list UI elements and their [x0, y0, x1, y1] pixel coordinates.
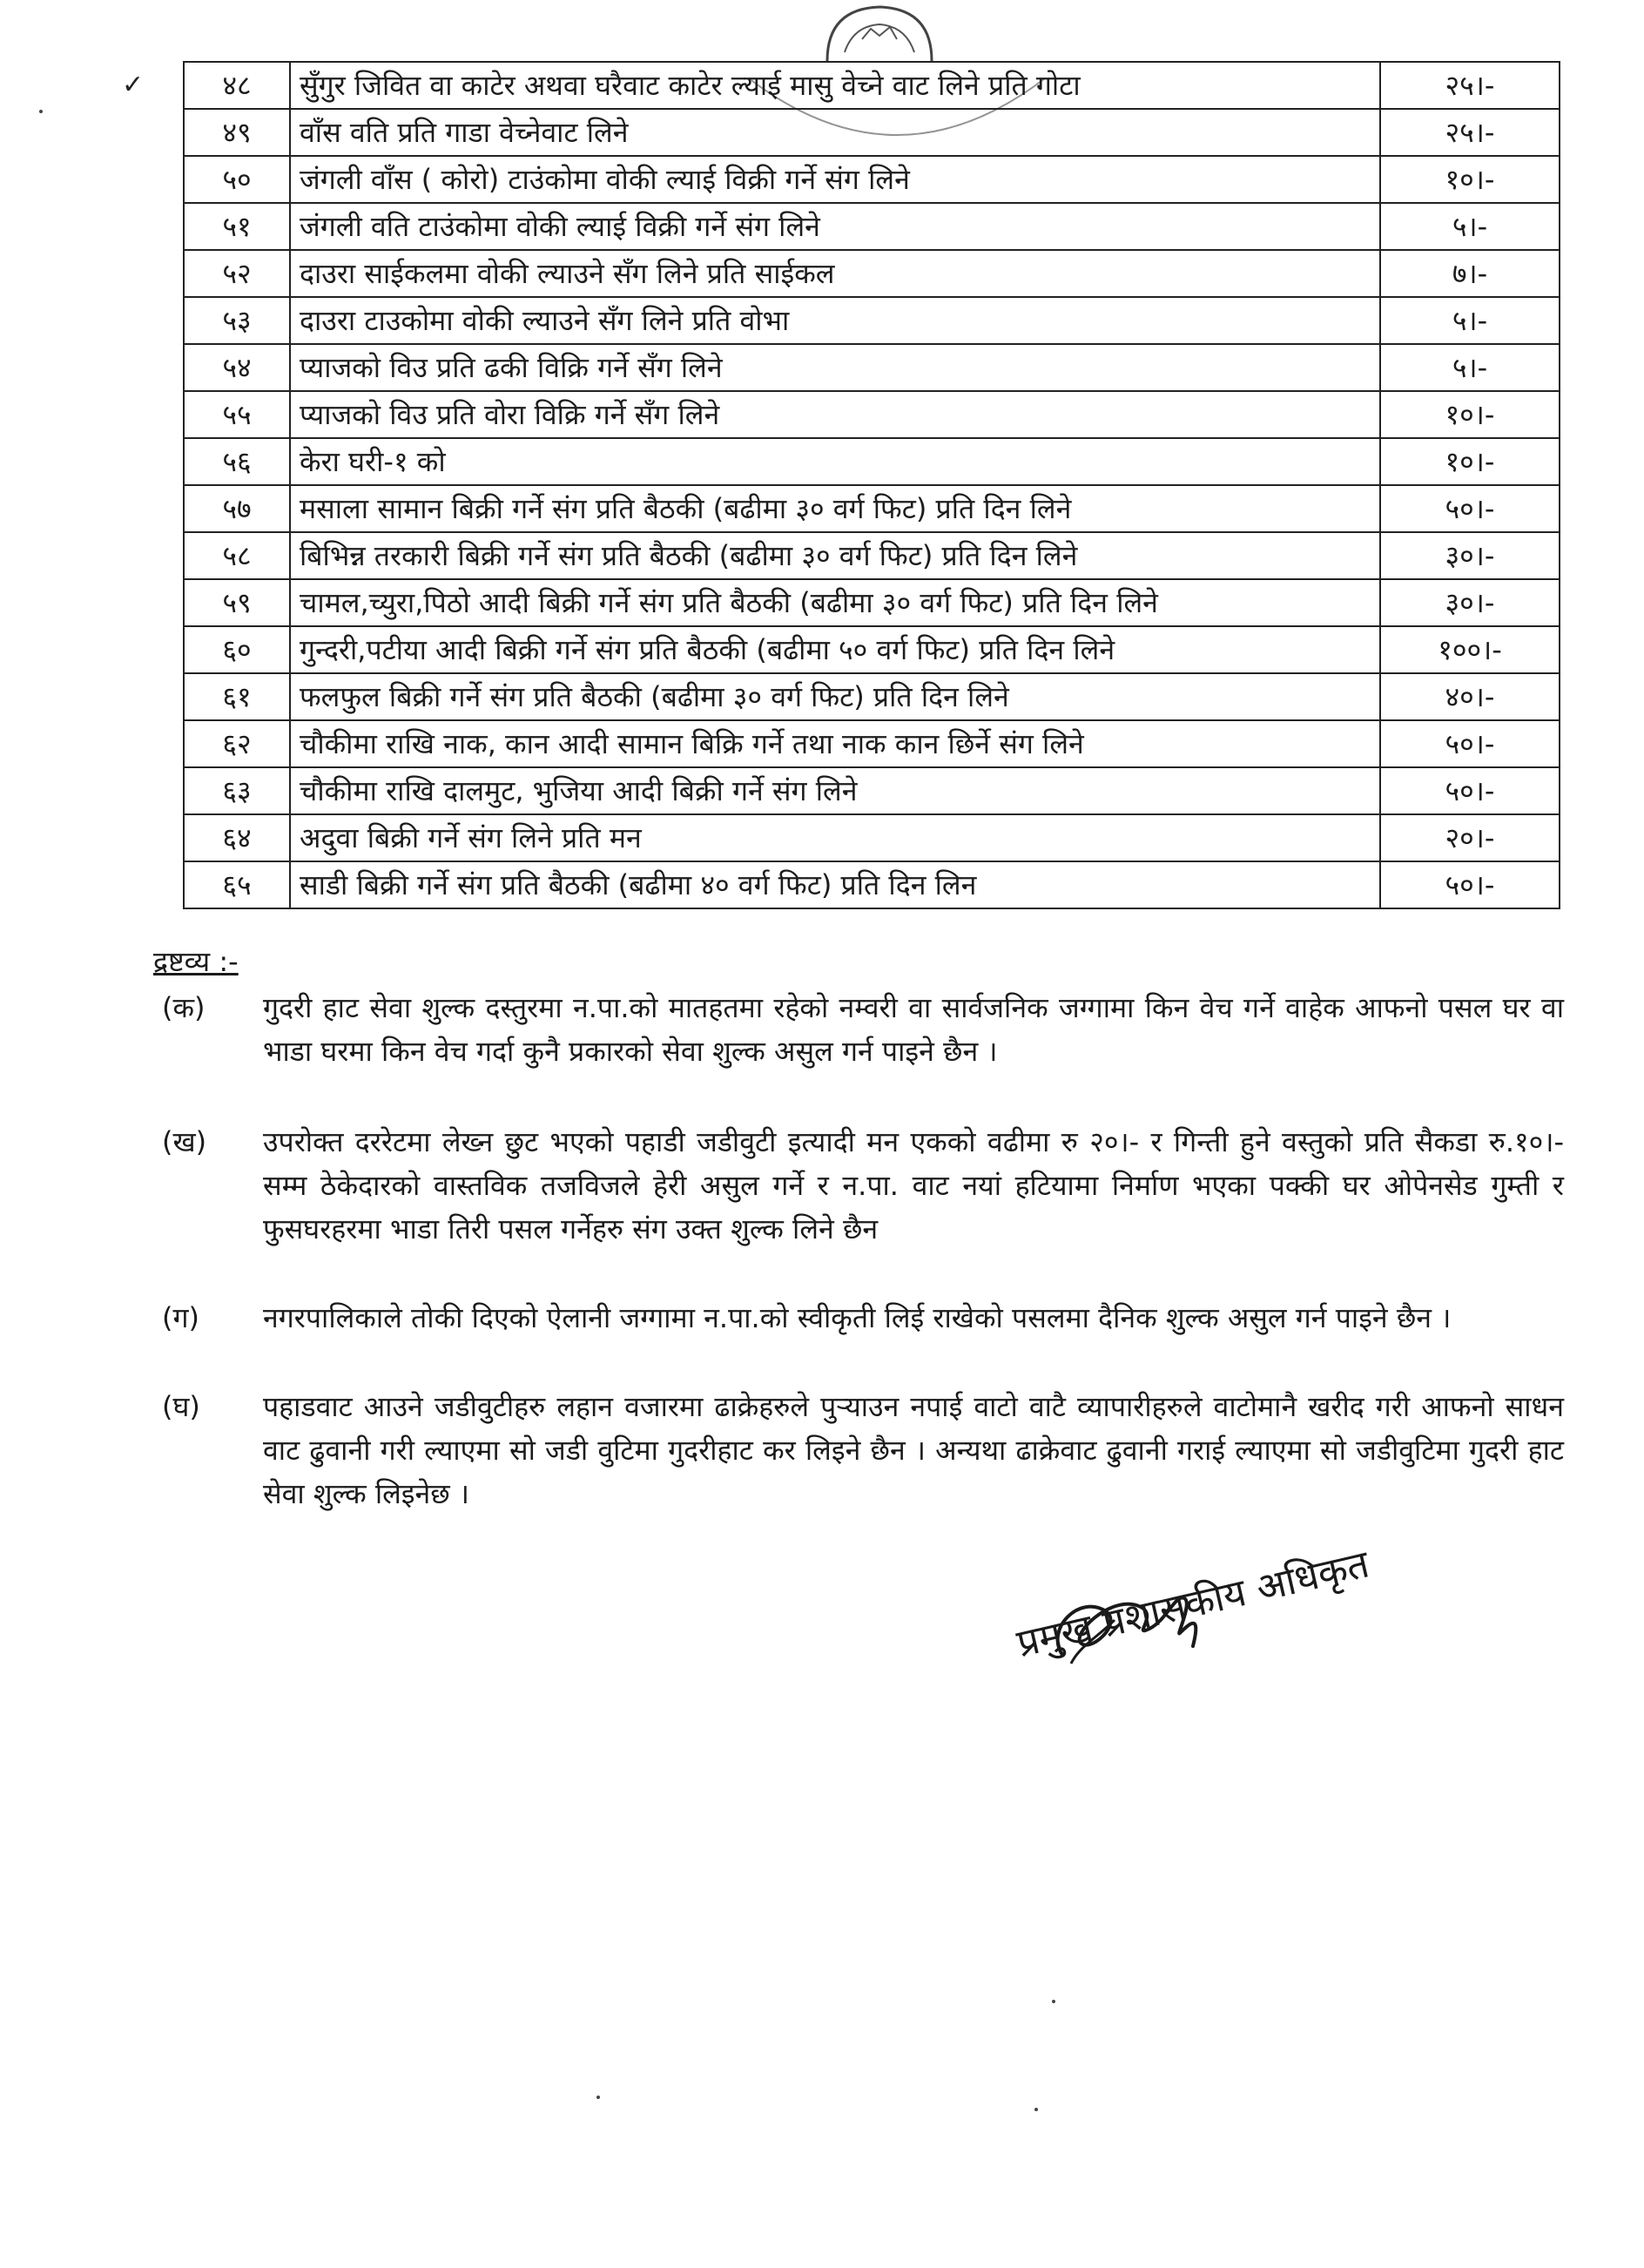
- description-cell: दाउरा साईकलमा वोकी ल्याउने सँग लिने प्रति साईकल: [290, 250, 1380, 297]
- fee-row: [184, 720, 1560, 767]
- amount-cell: २५।-: [1380, 109, 1560, 156]
- note-text: गुदरी हाट सेवा शुल्क दस्तुरमा न.पा.को मातहतमा रहेको नम्वरी वा सार्वजनिक जग्गामा किन वेच गर्ने वाहेक आफनो पसल घर वा भाडा घरमा किन वेच गर्दा कुनै प्रकारको सेवा शुल्क असुल गर्न पाइने छैन ।: [263, 991, 1564, 1068]
- note-item: [153, 986, 1564, 1073]
- serial-number-cell: ६४: [184, 814, 290, 861]
- fee-row: [184, 579, 1560, 626]
- amount-cell: ३०।-: [1380, 532, 1560, 579]
- amount-cell: २०।-: [1380, 814, 1560, 861]
- description-cell: वाँस वति प्रति गाडा वेच्नेवाट लिने: [290, 109, 1380, 156]
- margin-dot: [39, 110, 43, 113]
- margin-tick-mark: ✓: [122, 70, 145, 100]
- serial-number-cell: ५०: [184, 156, 290, 203]
- note-text: नगरपालिकाले तोकी दिएको ऐलानी जग्गामा न.पा.को स्वीकृती लिई राखेको पसलमा दैनिक शुल्क असुल गर्न पाइने छैन ।: [263, 1301, 1452, 1334]
- fee-row: [184, 767, 1560, 814]
- serial-number-cell: ५१: [184, 203, 290, 250]
- description-cell: साडी बिक्री गर्ने संग प्रति बैठकी (बढीमा ४० वर्ग फिट) प्रति दिन लिन: [290, 861, 1380, 908]
- description-cell: चौकीमा राखि दालमुट, भुजिया आदी बिक्री गर्ने संग लिने: [290, 767, 1380, 814]
- serial-number-cell: ६५: [184, 861, 290, 908]
- amount-cell: १०।-: [1380, 438, 1560, 485]
- amount-cell: २५।-: [1380, 62, 1560, 109]
- amount-cell: १०।-: [1380, 391, 1560, 438]
- amount-cell: ५०।-: [1380, 767, 1560, 814]
- serial-number-cell: ६०: [184, 626, 290, 673]
- fee-row: [184, 297, 1560, 344]
- description-cell: जंगली वति टाउंकोमा वोकी ल्याई विक्री गर्ने संग लिने: [290, 203, 1380, 250]
- description-cell: बिभिन्न तरकारी बिक्री गर्ने संग प्रति बैठकी (बढीमा ३० वर्ग फिट) प्रति दिन लिने: [290, 532, 1380, 579]
- amount-cell: १०।-: [1380, 156, 1560, 203]
- margin-dot: [596, 2096, 600, 2099]
- fee-row: [184, 156, 1560, 203]
- fee-row: [184, 203, 1560, 250]
- margin-dot: [1034, 2108, 1038, 2111]
- fee-row: [184, 344, 1560, 391]
- description-cell: प्याजको विउ प्रति वोरा विक्रि गर्ने सँग लिने: [290, 391, 1380, 438]
- fee-row: [184, 62, 1560, 109]
- serial-number-cell: ५५: [184, 391, 290, 438]
- fee-row: [184, 532, 1560, 579]
- description-cell: चौकीमा राखि नाक, कान आदी सामान बिक्रि गर्ने तथा नाक कान छिर्ने संग लिने: [290, 720, 1380, 767]
- signatory-designation: प्रमुख प्रशासकीय अधिकृत: [1013, 1542, 1374, 1667]
- fee-row: [184, 391, 1560, 438]
- description-cell: प्याजको विउ प्रति ढकी विक्रि गर्ने सँग लिने: [290, 344, 1380, 391]
- description-cell: मसाला सामान बिक्री गर्ने संग प्रति बैठकी (बढीमा ३० वर्ग फिट) प्रति दिन लिने: [290, 485, 1380, 532]
- description-cell: दाउरा टाउकोमा वोकी ल्याउने सँग लिने प्रति वोभा: [290, 297, 1380, 344]
- fee-row: [184, 109, 1560, 156]
- fee-table: [183, 61, 1560, 909]
- amount-cell: ४०।-: [1380, 673, 1560, 720]
- description-cell: अदुवा बिक्री गर्ने संग लिने प्रति मन: [290, 814, 1380, 861]
- office-seal: [819, 0, 940, 61]
- note-label: (ग): [162, 1301, 199, 1334]
- amount-cell: ३०।-: [1380, 579, 1560, 626]
- description-cell: चामल,च्युरा,पिठो आदी बिक्री गर्ने संग प्रति बैठकी (बढीमा ३० वर्ग फिट) प्रति दिन लिने: [290, 579, 1380, 626]
- amount-cell: ५।-: [1380, 344, 1560, 391]
- fee-row: [184, 485, 1560, 532]
- serial-number-cell: ५३: [184, 297, 290, 344]
- fee-row: [184, 438, 1560, 485]
- serial-number-cell: ४९: [184, 109, 290, 156]
- fee-row: [184, 673, 1560, 720]
- amount-cell: ५०।-: [1380, 720, 1560, 767]
- serial-number-cell: ५६: [184, 438, 290, 485]
- note-item: [153, 1120, 1564, 1251]
- amount-cell: ५।-: [1380, 203, 1560, 250]
- serial-number-cell: ४८: [184, 62, 290, 109]
- note-label: (ख): [162, 1125, 207, 1158]
- note-item: [153, 1385, 1564, 1515]
- fee-row: [184, 814, 1560, 861]
- note-item: [153, 1296, 1564, 1340]
- notes-heading: द्रष्टव्य :-: [153, 945, 239, 978]
- serial-number-cell: ५८: [184, 532, 290, 579]
- serial-number-cell: ५४: [184, 344, 290, 391]
- fee-row: [184, 250, 1560, 297]
- amount-cell: ५०।-: [1380, 861, 1560, 908]
- note-text: उपरोक्त दररेटमा लेख्न छुट भएको पहाडी जडीवुटी इत्यादी मन एकको वढीमा रु २०।- र गिन्ती हुने वस्तुको प्रति सैकडा रु.१०।- सम्म ठेकेदारको वास्तविक तजविजले हेरी असुल गर्ने र न.पा. वाट नयां हटियामा निर्माण भएका पक्की घर ओपेनसेड गुम्ती र फुसघरहरमा भाडा तिरी पसल गर्नेहरु संग उक्त शुल्क लिने छैन: [263, 1125, 1564, 1245]
- serial-number-cell: ५७: [184, 485, 290, 532]
- amount-cell: ७।-: [1380, 250, 1560, 297]
- description-cell: जंगली वाँस ( कोरो) टाउंकोमा वोकी ल्याई विक्री गर्ने संग लिने: [290, 156, 1380, 203]
- margin-dot: [1052, 2000, 1055, 2003]
- note-text: पहाडवाट आउने जडीवुटीहरु लहान वजारमा ढाक्रेहरुले पुऱ्याउन नपाई वाटो वाटै व्यापारीहरुले वाटोमानै खरीद गरी आफनो साधन वाट ढुवानी गरी ल्याएमा सो जडी वुटिमा गुदरीहाट कर लिइने छैन । अन्यथा ढाक्रेवाट ढुवानी गराई ल्याएमा सो जडीवुटिमा गुदरी हाट सेवा शुल्क लिइनेछ ।: [263, 1390, 1564, 1510]
- amount-cell: १००।-: [1380, 626, 1560, 673]
- description-cell: केरा घरी-१ को: [290, 438, 1380, 485]
- note-label: (घ): [162, 1390, 200, 1423]
- amount-cell: ५।-: [1380, 297, 1560, 344]
- note-label: (क): [162, 991, 206, 1024]
- serial-number-cell: ६१: [184, 673, 290, 720]
- description-cell: सुँगुर जिवित वा काटेर अथवा घरैवाट काटेर ल्याई मासु वेच्ने वाट लिने प्रति गोटा: [290, 62, 1380, 109]
- serial-number-cell: ६३: [184, 767, 290, 814]
- amount-cell: ५०।-: [1380, 485, 1560, 532]
- serial-number-cell: ५९: [184, 579, 290, 626]
- description-cell: फलफुल बिक्री गर्ने संग प्रति बैठकी (बढीमा ३० वर्ग फिट) प्रति दिन लिने: [290, 673, 1380, 720]
- serial-number-cell: ५२: [184, 250, 290, 297]
- fee-row: [184, 861, 1560, 908]
- fee-row: [184, 626, 1560, 673]
- serial-number-cell: ६२: [184, 720, 290, 767]
- description-cell: गुन्दरी,पटीया आदी बिक्री गर्ने संग प्रति बैठकी (बढीमा ५० वर्ग फिट) प्रति दिन लिने: [290, 626, 1380, 673]
